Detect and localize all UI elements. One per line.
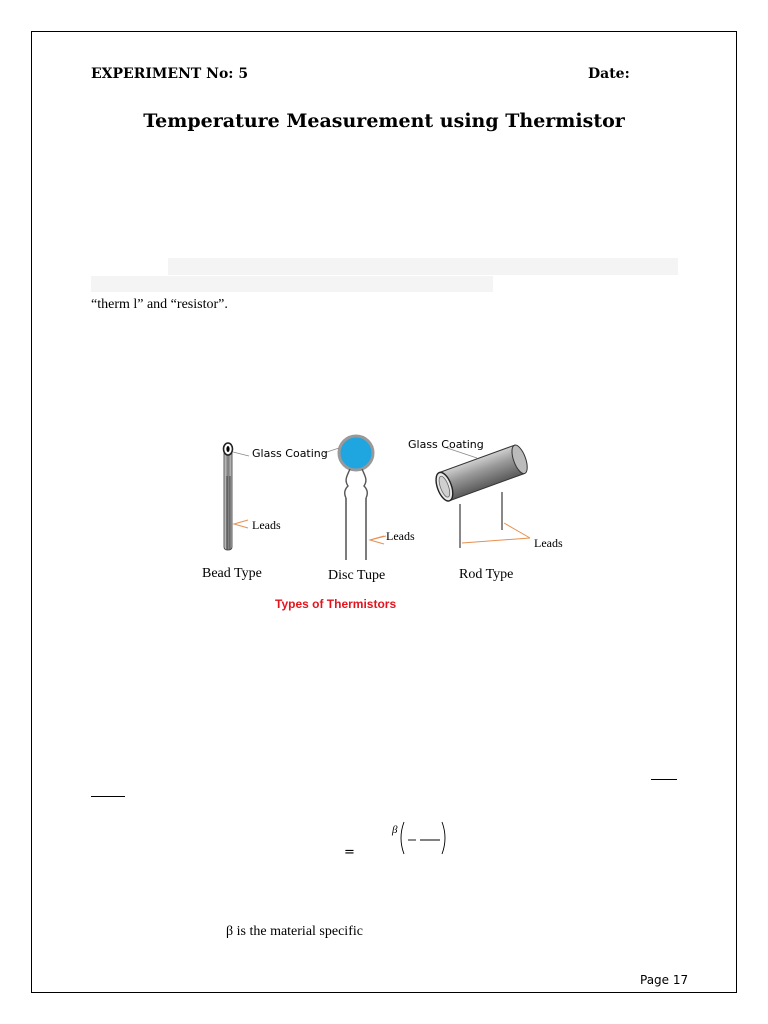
equation-beta-symbol: β: [392, 824, 398, 836]
rod-type-label: Rod Type: [459, 567, 514, 582]
rule-line: [91, 796, 125, 797]
bead-leads-label: Leads: [252, 518, 281, 532]
rod-thermistor: [433, 443, 531, 548]
date-label: Date:: [588, 66, 630, 82]
thermistor-diagram: [192, 418, 576, 618]
thermistor-figure: [192, 418, 576, 618]
rule-line: [651, 779, 677, 780]
disc-leads-label: Leads: [386, 529, 415, 543]
disc-thermistor: [324, 436, 386, 560]
bead-glass-coating-label: Glass Coating: [252, 447, 328, 460]
intro-text: “therm l” and “resistor”.: [91, 297, 228, 312]
rod-leads-label: Leads: [534, 536, 563, 550]
page-title: Temperature Measurement using Thermistor: [143, 110, 625, 132]
rod-glass-coating-label: Glass Coating: [408, 438, 484, 451]
beta-description: β is the material specific: [226, 924, 363, 939]
faded-text-band: [168, 258, 678, 275]
disc-type-label: Disc Tupe: [328, 568, 386, 583]
figure-caption: Types of Thermistors: [275, 597, 397, 611]
equation-beta-expression: [388, 818, 450, 863]
page-number: Page 17: [640, 973, 689, 987]
bead-type-label: Bead Type: [202, 566, 262, 581]
faded-text-band: [91, 276, 493, 292]
bead-thermistor: [224, 443, 250, 550]
experiment-number: EXPERIMENT No: 5: [91, 66, 249, 82]
equation-equals: =: [344, 845, 355, 860]
